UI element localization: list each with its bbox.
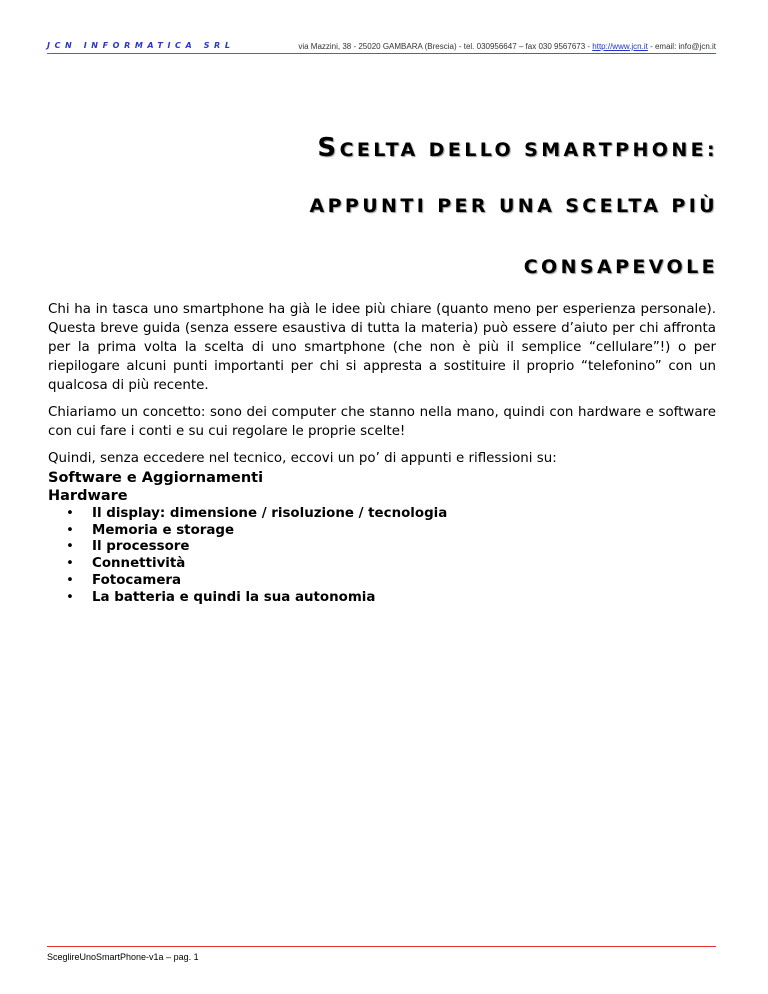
list-item-label: Memoria e storage: [92, 522, 235, 538]
bullet-icon: •: [66, 506, 74, 521]
title-initial: S: [317, 133, 340, 163]
title-line-1: [317, 133, 718, 163]
list-item: [66, 590, 447, 607]
list-item-label: Il display: dimensione / risoluzione / tecnologia: [92, 506, 448, 521]
list-item: [66, 506, 447, 523]
header-divider: [47, 53, 716, 54]
list-item-label: Il processore: [92, 539, 190, 555]
paragraph: Chiariamo un concetto: sono dei computer che stanno nella mano, quindi con hardware e software con cui fare i conti e su cui regolare le proprie scelte!: [48, 405, 716, 439]
contact-address: via Mazzini, 38 - 25020 GAMBARA (Brescia) - tel. 030956647 – fax 030 9567673 -: [298, 42, 593, 51]
list-item-label: Fotocamera: [92, 572, 182, 588]
bullet-icon: •: [66, 589, 74, 605]
title-line-2: APPUNTI PER UNA SCELTA PIÙ: [309, 195, 718, 217]
website-link[interactable]: http://www.jcn.it: [592, 42, 648, 51]
company-name: JCN INFORMATICA SRL: [47, 41, 235, 50]
hardware-list: [66, 506, 447, 606]
bullet-icon: •: [66, 572, 74, 588]
footer-divider: [47, 946, 716, 947]
intro-text: [48, 300, 716, 476]
section-heading-hardware: Hardware: [48, 488, 128, 504]
title-line-1-rest: CELTA DELLO SMARTPHONE:: [339, 139, 718, 161]
list-item: [66, 556, 447, 573]
title-line-3: CONSAPEVOLE: [523, 256, 718, 278]
section-heading-software: Software e Aggiornamenti: [48, 470, 264, 486]
list-item: [66, 573, 447, 590]
page-footer: SceglireUnoSmartPhone-v1a – pag. 1: [47, 952, 199, 962]
bullet-icon: •: [66, 522, 74, 538]
list-item-label: Connettività: [92, 556, 186, 572]
contact-email: - email: info@jcn.it: [647, 42, 716, 51]
list-item: [66, 523, 447, 540]
paragraph: Chi ha in tasca uno smartphone ha già le idee più chiare (quanto meno per esperienza personale). Questa breve guida (senza essere esaustiva di tutta la materia) può essere d’aiuto per chi affronta per la prima volta la scelta di uno smartphone (che non è più il semplice “cellulare”!) o per riepilogare alcuni punti importanti per chi si appresta a sostituire il proprio “telefonino” con un qualcosa di più recente.: [48, 302, 716, 393]
contact-info: [298, 42, 716, 51]
list-item-label: La batteria e quindi la sua autonomia: [92, 589, 376, 605]
paragraph: Quindi, senza eccedere nel tecnico, eccovi un po’ di appunti e riflessioni su:: [48, 451, 557, 466]
bullet-icon: •: [66, 539, 74, 555]
list-item: [66, 539, 447, 556]
bullet-icon: •: [66, 556, 74, 572]
